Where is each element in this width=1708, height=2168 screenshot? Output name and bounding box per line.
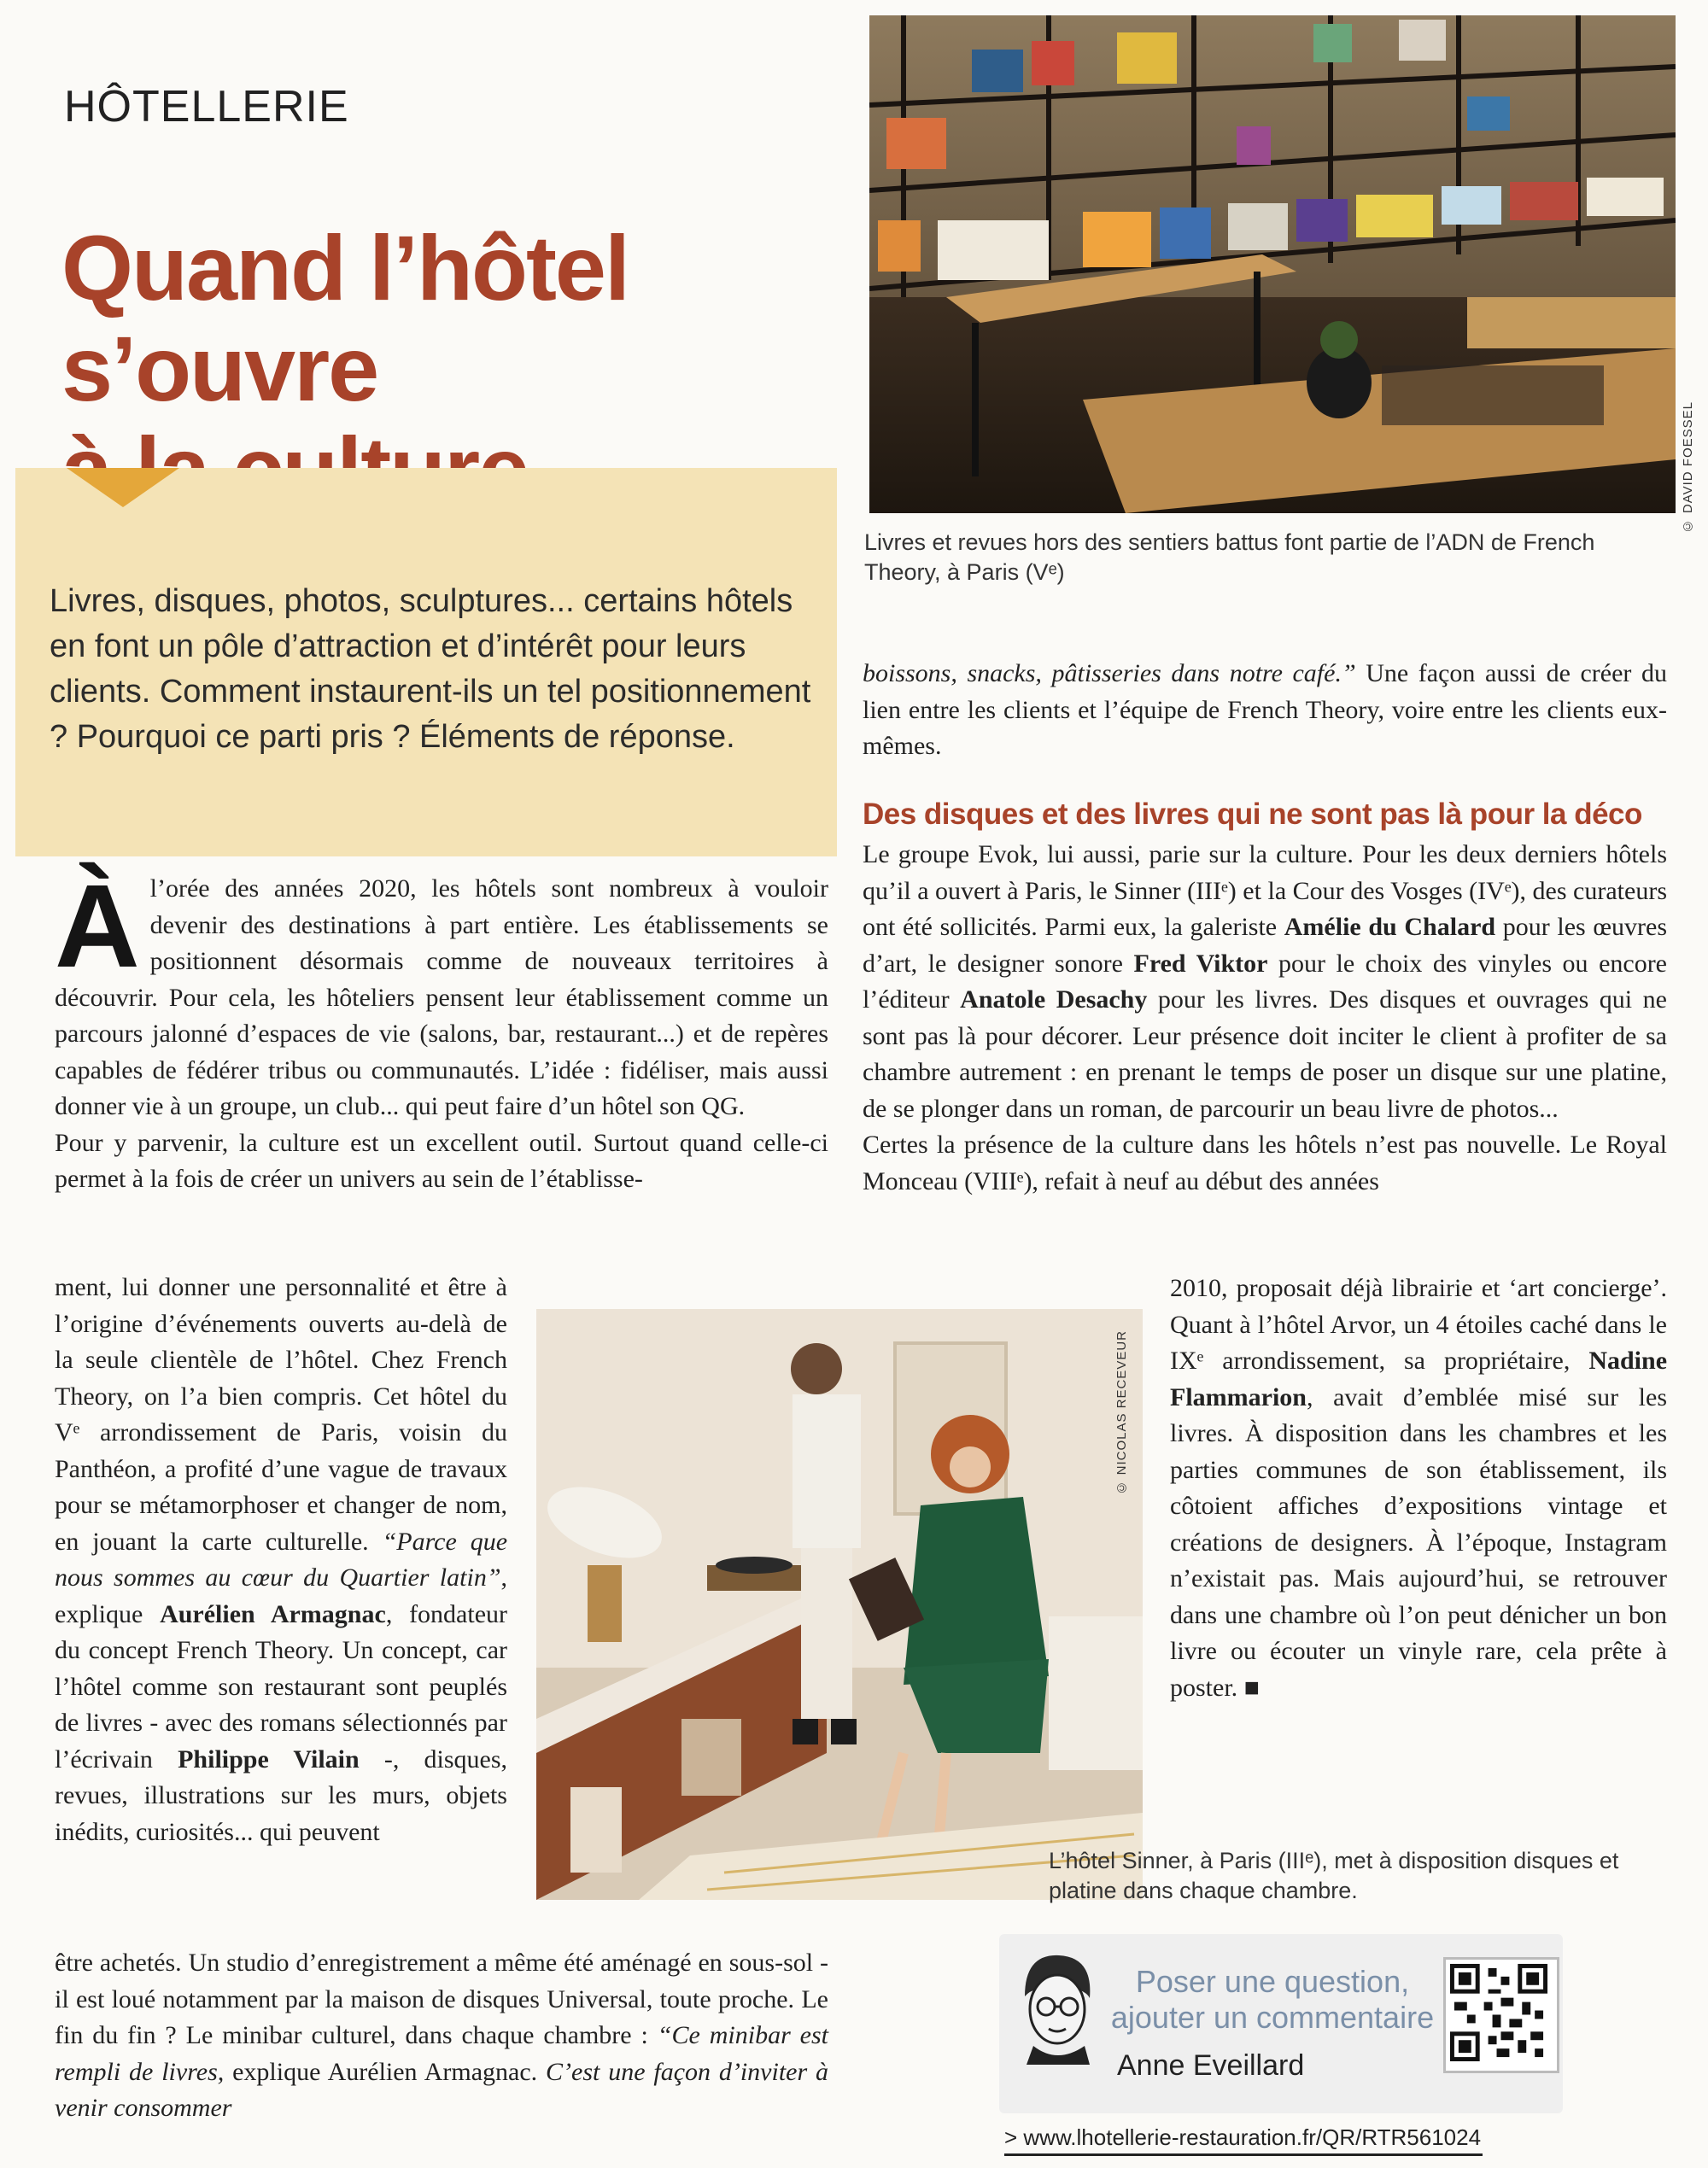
person-fred-viktor: Fred Viktor	[1133, 949, 1268, 978]
person-aurelien-armagnac: Aurélien Armagnac	[160, 1599, 386, 1628]
photo-credit-top: © DAVID FOESSEL	[1681, 401, 1695, 534]
article-col2-top	[863, 656, 1667, 765]
article-para-2-cont: ment, lui donner une personnalité et être à l’origine d’événements ouverts au-delà de la seule clientèle de l’hôtel. Chez French Theory, on l’a bien compris. Cet hôtel du Vᵉ arrondissement de Paris, voisin du Panthéon, a profité d’une vague de travaux pour se métamorphoser et changer de nom, en jouant la carte culturelle. “Parce que nous sommes au cœur du Quartier latin”, explique Aurélien Armagnac, fondateur du concept French Theory. Un concept, car l’hôtel comme son restaurant sont peuplés de livres - avec des romans sélectionnés par l’écrivain Philippe Vilain -, disques, revues, illustrations sur les murs, objets inédits, curiosités... qui peuvent	[55, 1273, 508, 1846]
person-nadine-flammarion: Nadine Flammarion	[1170, 1347, 1668, 1411]
article-para-2-start: Pour y parvenir, la culture est un excellent outil. Surtout quand celle-ci permet à la fois de créer un univers au sein de l’établisse-	[55, 1128, 828, 1193]
article-col2-narrow	[1170, 1271, 1667, 1706]
article-col1-bottom	[55, 1945, 828, 2127]
photo-french-theory	[869, 15, 1676, 513]
person-amelie-du-chalard: Amélie du Chalard	[1284, 913, 1496, 941]
article-col1-narrow	[55, 1270, 507, 1850]
quote-minibar: “Ce minibar est rempli de livres,	[55, 2021, 828, 2086]
photo-hotel-sinner	[536, 1309, 1143, 1900]
article-subhead: Des disques et des livres qui ne sont pas là pour la déco	[863, 798, 1642, 831]
section-label: HÔTELLERIE	[64, 82, 349, 131]
contact-cta-line-2: ajouter un commentaire	[1110, 2000, 1435, 2035]
url-underline	[1004, 2153, 1483, 2156]
contact-url-link[interactable]: > www.lhotellerie-restauration.fr/QR/RTR561024	[1004, 2124, 1482, 2150]
headline-line-1: Quand l’hôtel s’ouvre	[61, 216, 629, 420]
quote-cafe: boissons, snacks, pâtisseries dans notre café.”	[863, 659, 1356, 687]
photo-french-theory-illustration	[869, 15, 1676, 513]
photo-hotel-sinner-illustration	[536, 1309, 1143, 1900]
article-col2-para-3-cont: 2010, proposait déjà librairie et ‘art concierge’. Quant à l’hôtel Arvor, un 4 étoiles caché dans le IXᵉ arrondissement, sa propriétaire, Nadine Flammarion, avait d’emblée misé sur les livres. À disposition dans les chambres et les parties communes de son établissement, ils côtoient affiches d’expositions vintage et créations de designers. À l’époque, Instagram n’existait pas. Mais aujourd’hui, se retrouver dans une chambre où l’on peut dénicher un bon livre ou écouter un vinyle rare, cela prête à poster. ■	[1170, 1274, 1668, 1702]
article-col2-main	[863, 837, 1667, 1200]
article-col2-para-2: Le groupe Evok, lui aussi, parie sur la culture. Pour les deux derniers hôtels qu’il a ouvert à Paris, le Sinner (IIIᵉ) et la Cour des Vosges (IVᵉ), des curateurs ont été sollicités. Parmi eux, la galeriste Amélie du Chalard pour les œuvres d’art, le designer sonore Fred Viktor pour le choix des vinyles ou encore l’éditeur Anatole Desachy pour les livres. Des disques et ouvrages qui ne sont pas là pour décorer. Leur présence doit inciter le client à profiter de sa chambre autrement : en prenant le temps de poser un disque sur une platine, de se plonger dans un roman, de parcourir un beau livre de photos...	[863, 840, 1668, 1123]
author-portrait-icon	[1008, 1945, 1102, 2065]
person-anatole-desachy: Anatole Desachy	[960, 985, 1148, 1014]
qr-code-icon[interactable]	[1443, 1957, 1559, 2073]
intro-arrow-marker	[67, 468, 179, 507]
author-name: Anne Eveillard	[1117, 2049, 1305, 2082]
article-col2-para-3-start: Certes la présence de la culture dans les hôtels n’est pas nouvelle. Le Royal Monceau (VIIIᵉ), refait à neuf au début des années	[863, 1131, 1667, 1195]
person-philippe-vilain: Philippe Vilain	[178, 1744, 360, 1774]
photo-caption-mid: L’hôtel Sinner, à Paris (IIIᵉ), met à disposition disques et platine dans chaque chambre.	[1049, 1848, 1619, 1903]
quote-french-theory: “Parce que nous sommes au cœur du Quartier latin”	[55, 1527, 508, 1592]
article-col1-top	[55, 861, 828, 1198]
article-para-1	[55, 861, 828, 1125]
photo-caption-top: Livres et revues hors des sentiers battus font partie de l’ADN de French Theory, à Paris (Vᵉ)	[864, 529, 1595, 585]
drop-cap: À	[55, 861, 140, 992]
article-para-3: être achetés. Un studio d’enregistrement a même été aménagé en sous-sol - il est loué notamment par la maison de disques Universal, toute proche. Le fin du fin ? Le minibar culturel, dans chaque chambre : “Ce minibar est rempli de livres, explique Aurélien Armagnac. C’est une façon d’inviter à venir consommer	[55, 1949, 828, 2122]
contact-cta[interactable]	[1102, 1964, 1443, 2036]
intro-text: Livres, disques, photos, sculptures... certains hôtels en font un pôle d’attraction et d’intérêt pour leurs clients. Comment instaurent-ils un tel positionnement ? Pourquoi ce parti pris ? Éléments de réponse.	[50, 583, 811, 755]
article-end-mark: ■	[1243, 1673, 1260, 1702]
article-para-1-text: l’orée des années 2020, les hôtels sont nombreux à vouloir devenir des destinations à part entière. Les établissements se positionnent désormais comme de nouveaux territoires à découvrir. Pour cela, les hôteliers pensent leur établissement comme un parcours jalonné d’espaces de vie (salons, bar, restaurant...) et de repères capables de fédérer tribus ou communautés. L’idée : fidéliser, mais aussi donner vie à un groupe, un club... qui peut faire d’un hôtel son QG.	[55, 874, 828, 1120]
photo-credit-mid: © NICOLAS RECEVEUR	[1114, 1330, 1129, 1495]
article-col2-para-1: boissons, snacks, pâtisseries dans notre café.” Une façon aussi de créer du lien entre les clients et l’équipe de French Theory, voire entre les clients eux-mêmes.	[863, 659, 1667, 760]
contact-cta-line-1: Poser une question,	[1135, 1964, 1410, 1999]
